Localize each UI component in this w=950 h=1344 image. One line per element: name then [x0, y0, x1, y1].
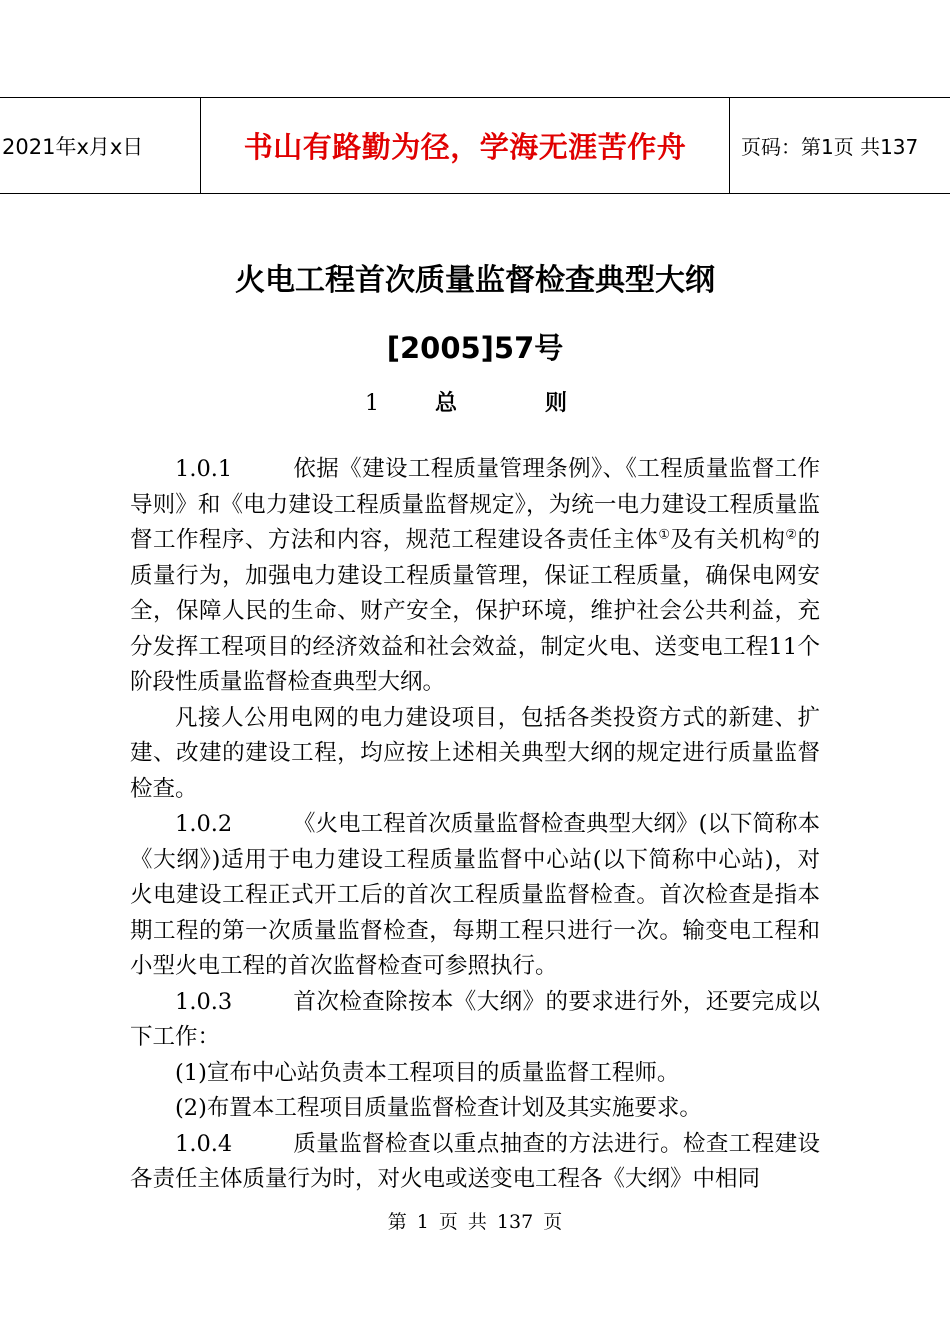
chapter-name-part-2: 则 [545, 390, 568, 416]
section-text: 质量监督检查以重点抽查的方法进行。检查工程建设各责任主体质量行为时，对火电或送变电工程各《大纲》中相同 [130, 1130, 820, 1192]
header-page-info: 页码：第1页 共137 [741, 135, 919, 159]
chapter-name-part-1: 总 [435, 390, 458, 416]
footer-text: 共 [467, 1211, 487, 1233]
footnote-marker: ① [658, 527, 671, 543]
header-date: 2021年x月x日 [2, 134, 144, 159]
footer-text: 页 [438, 1211, 458, 1233]
page-footer [0, 1207, 950, 1234]
footer-total-pages: 137 [496, 1211, 534, 1233]
chapter-number: 1 [365, 391, 379, 416]
section-number: 1.0.4 [175, 1130, 233, 1157]
section-1-0-3 [130, 985, 820, 1056]
section-number: 1.0.3 [175, 988, 233, 1015]
footer-text: 页 [543, 1211, 563, 1233]
section-number: 1.0.1 [175, 456, 233, 482]
footer-current-page: 1 [416, 1211, 429, 1233]
header-motto: 书山有路勤为径，学海无涯苦作舟 [200, 98, 730, 193]
section-1-0-1 [130, 452, 820, 701]
section-number: 1.0.2 [175, 811, 233, 837]
section-text: 依据《建设工程质量管理条例》、《工程质量监督工作导则》和《电力建设工程质量监督规定》，为统一电力建设工程质量监督工作程序、方法和内容，规范工程建设各责任主体 [130, 456, 820, 553]
footnote-marker: ② [785, 527, 798, 543]
section-text: 《火电工程首次质量监督检查典型大纲》(以下简称本《大纲》)适用于电力建设工程质量监督中心站(以下简称中心站)，对火电建设工程正式开工后的首次工程质量监督检查。首次检查是指本期工程的第一次质量监督检查，每期工程只进行一次。输变电工程和小型火电工程的首次监督检查可参照执行。 [130, 811, 820, 979]
section-text: 首次检查除按本《大纲》的要求进行外，还要完成以下工作： [130, 988, 820, 1050]
document-title: 火电工程首次质量监督检查典型大纲 [235, 263, 715, 298]
footer-text: 第 [387, 1211, 407, 1233]
section-1-0-4 [130, 1127, 820, 1198]
chapter-heading [0, 386, 950, 417]
section-text: 的质量行为，加强电力建设工程质量管理，保证工程质量，确保电网安全，保障人民的生命、财产安全，保护环境，维护社会公共利益，充分发挥工程项目的经济效益和社会效益，制定火电、送变电工程11个阶段性质量监督检查典型大纲。 [130, 527, 820, 695]
document-body [130, 452, 820, 1198]
page-header [0, 97, 950, 194]
paragraph-grid-projects: 凡接人公用电网的电力建设项目，包括各类投资方式的新建、扩建、改建的建设工程，均应按上述相关典型大纲的规定进行质量监督检查。 [130, 704, 820, 802]
section-1-0-2 [130, 807, 820, 985]
document-number: [2005]57号 [386, 331, 564, 365]
list-item: (2)布置本工程项目质量监督检查计划及其实施要求。 [175, 1095, 702, 1121]
section-text: 及有关机构 [670, 527, 786, 553]
list-item: (1)宣布中心站负责本工程项目的质量监督工程师。 [175, 1059, 680, 1086]
